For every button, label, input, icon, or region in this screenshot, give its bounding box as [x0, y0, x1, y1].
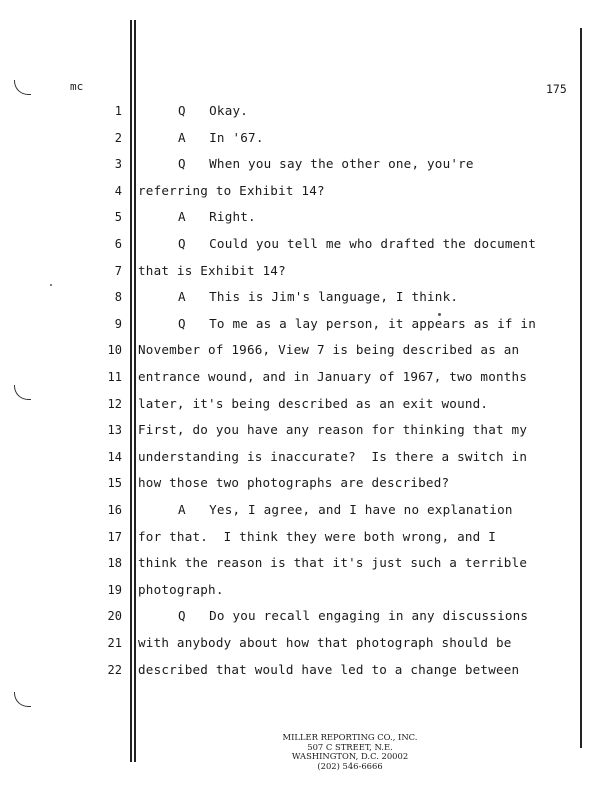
line-number: 3 [114, 157, 122, 172]
line-number: 5 [114, 210, 122, 225]
line-number: 4 [114, 183, 122, 198]
transcript-line-text: referring to Exhibit 14? [138, 182, 325, 198]
transcript-line-text: that is Exhibit 14? [138, 262, 286, 278]
line-number: 15 [107, 476, 122, 491]
right-margin-rule [580, 28, 582, 748]
transcript-line-text: A Right. [178, 209, 256, 225]
transcript-line-text: photograph. [138, 581, 224, 597]
line-number: 20 [107, 609, 122, 624]
transcript-line-text: A Yes, I agree, and I have no explanation [178, 502, 513, 517]
line-number: 12 [107, 396, 122, 411]
line-number: 17 [107, 529, 122, 544]
scan-speck [50, 284, 52, 286]
left-margin-double-rule [130, 20, 138, 762]
reporter-footer [250, 733, 450, 771]
transcript-line-text: Q To me as a lay person, it appears as if in [178, 315, 536, 331]
reporter-initials: mc [70, 80, 84, 93]
line-number: 16 [107, 503, 122, 517]
transcript-line-text: November of 1966, View 7 is being described as an [138, 342, 520, 358]
footer-phone: (202) 546-6666 [317, 760, 383, 771]
transcript-line-text: Q Do you recall engaging in any discussions [178, 608, 529, 624]
transcript-line-text: A In '67. [178, 129, 264, 145]
line-number: 10 [107, 343, 122, 358]
transcript-line-text: with anybody about how that photograph should be [138, 635, 512, 650]
line-number: 8 [114, 290, 122, 305]
binder-hole-mark-middle [14, 385, 31, 400]
transcript-line-text: A This is Jim's language, I think. [178, 289, 459, 305]
binder-hole-mark-bottom [14, 692, 31, 707]
line-number: 18 [107, 556, 122, 571]
line-number: 7 [114, 263, 122, 278]
scan-speck [438, 313, 441, 316]
transcript-line-text: how those two photographs are described? [138, 475, 450, 491]
line-number: 9 [114, 316, 122, 331]
page-number: 175 [546, 82, 567, 96]
transcript-line-text: Q Could you tell me who drafted the document [178, 236, 536, 251]
line-number: 11 [107, 370, 122, 384]
line-number: 6 [114, 237, 122, 251]
footer-city: WASHINGTON, D.C. 20002 [291, 751, 409, 762]
transcript-line-text: understanding is inaccurate? Is there a switch in [138, 448, 528, 464]
line-number: 14 [107, 449, 122, 464]
transcript-line-text: First, do you have any reason for thinking that my [138, 422, 528, 438]
line-number: 2 [114, 130, 122, 145]
transcript-line-text: Q Okay. [178, 103, 249, 118]
line-number: 21 [107, 636, 122, 650]
binder-hole-mark-top [14, 80, 31, 95]
footer-company: MILLER REPORTING CO., INC. [282, 732, 418, 742]
transcript-line-text: think the reason is that it's just such a terrible [138, 555, 528, 571]
line-number: 22 [107, 662, 122, 677]
footer-street: 507 C STREET, N.E. [307, 741, 393, 752]
transcript-line-text: for that. I think they were both wrong, and I [138, 528, 496, 544]
line-number: 19 [107, 582, 122, 597]
line-number: 13 [107, 423, 122, 438]
transcript-line-text: described that would have led to a change between [138, 661, 520, 677]
transcript-line-text: Q When you say the other one, you're [178, 156, 474, 172]
line-number: 1 [114, 104, 122, 118]
transcript-line-text: later, it's being described as an exit wound. [138, 395, 489, 411]
transcript-line-text: entrance wound, and in January of 1967, two months [138, 369, 528, 384]
